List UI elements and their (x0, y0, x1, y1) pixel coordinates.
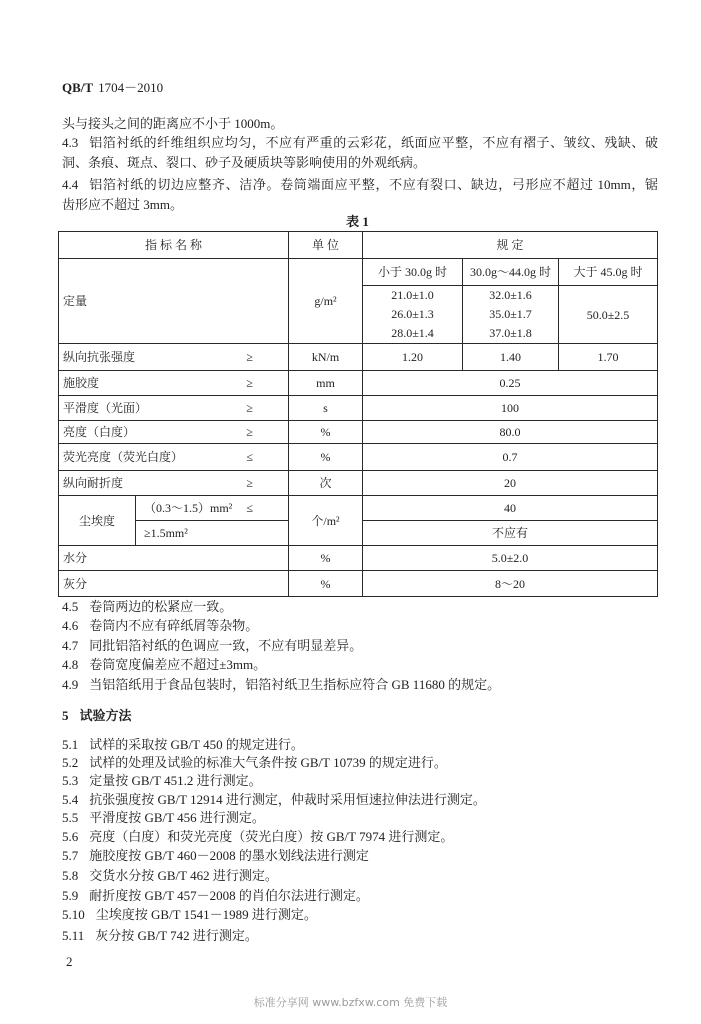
grade-header-high: 大于 45.0g 时 (559, 259, 658, 286)
basis-weight-value-high: 50.0±2.5 (559, 286, 658, 344)
clause-text: 洞、条痕、斑点、裂口、砂子及硬质块等影响使用的外观纸病。 (62, 155, 427, 170)
clause-number: 5.6 (62, 829, 79, 844)
basis-weight-name: 定量 (59, 259, 289, 344)
clause-4-6 (62, 618, 658, 634)
indicator-name: 平滑度（光面） (63, 401, 148, 415)
clause-5-4 (62, 792, 658, 808)
table-value: 80.0 (363, 421, 658, 444)
header-indicator-name: 指 标 名 称 (59, 232, 289, 259)
table-row (59, 471, 658, 496)
table-value: 不应有 (363, 521, 658, 546)
section-number: 5 (62, 708, 69, 723)
clause-number: 5.5 (62, 810, 79, 825)
grade-header-low: 小于 30.0g 时 (363, 259, 463, 286)
clause-number: 5.7 (62, 848, 79, 863)
table-value: 26.0±1.3 (391, 307, 434, 321)
clause-number: 4.8 (62, 657, 79, 672)
indicator-name: 纵向抗张强度 (63, 350, 136, 364)
clause-number: 5.10 (62, 907, 85, 922)
footer-watermark: 标准分享网 www.bzfxw.com 免费下载 (253, 996, 448, 1009)
clause-5-6 (62, 829, 658, 845)
clause-4-3-line-1 (62, 135, 658, 151)
sizing-degree-unit: mm (289, 371, 363, 396)
dirt-range-small-cell (136, 496, 289, 521)
clause-text: 试样的处理及试验的标准大气条件按 GB/T 10739 的规定进行。 (89, 755, 447, 770)
dirt-range-label: （0.3～1.5）mm² (144, 501, 233, 515)
clause-number: 5.4 (62, 792, 79, 807)
intro-text: 头与接头之间的距离应不小于 1000m。 (62, 116, 284, 131)
clause-number: 5.3 (62, 773, 79, 788)
table-row (59, 496, 658, 521)
table-value: 21.0±1.0 (391, 288, 434, 302)
intro-line (62, 116, 658, 132)
folding-endurance-unit: 次 (289, 471, 363, 496)
comparison-symbol: ≤ (246, 501, 254, 515)
table-row (59, 344, 658, 371)
clause-number: 4.5 (62, 599, 79, 614)
clause-number: 5.8 (62, 868, 79, 883)
dirt-count-name: 尘埃度 (59, 496, 136, 546)
table-value: 0.7 (363, 444, 658, 471)
dirt-count-unit: 个/m² (289, 496, 363, 546)
clause-text: 抗张强度按 GB/T 12914 进行测定，仲裁时采用恒速拉伸法进行测定。 (89, 792, 486, 807)
clause-text: 卷筒宽度偏差应不超过±3mm。 (89, 657, 267, 672)
clause-5-1 (62, 737, 658, 753)
header-unit: 单 位 (289, 232, 363, 259)
clause-5-5 (62, 810, 658, 826)
grade-header-mid: 30.0g～44.0g 时 (463, 259, 559, 286)
spec-table (58, 231, 658, 597)
indicator-name: 施胶度 (63, 376, 100, 390)
clause-5-2 (62, 755, 658, 771)
clause-number: 5.11 (62, 928, 85, 943)
comparison-symbol: ≥ (246, 425, 254, 439)
clause-4-4-line-2 (62, 197, 658, 213)
clause-text: 亮度（白度）和荧光亮度（荧光白度）按 GB/T 7974 进行测定。 (89, 829, 454, 844)
dirt-range-label: ≥1.5mm² (144, 526, 188, 540)
indicator-name: 荧光亮度（荧光白度） (63, 450, 184, 464)
clause-text: 试样的采取按 GB/T 450 的规定进行。 (89, 737, 304, 752)
table-row (59, 396, 658, 421)
clause-5-10 (62, 907, 658, 923)
table-value: 100 (363, 396, 658, 421)
basis-weight-values-low (363, 286, 463, 344)
standard-prefix: QB/T (62, 80, 94, 95)
clause-text: 耐折度按 GB/T 457－2008 的肖伯尔法进行测定。 (89, 888, 369, 903)
clause-number: 5.1 (62, 737, 79, 752)
clause-4-3-line-2 (62, 155, 658, 171)
table-row (59, 444, 658, 471)
table-row (59, 571, 658, 597)
table-row (59, 546, 658, 571)
clause-text: 齿形应不超过 3mm。 (62, 197, 183, 212)
clause-4-5 (62, 599, 658, 615)
dirt-range-large-cell (136, 521, 289, 546)
clause-text: 尘埃度按 GB/T 1541－1989 进行测定。 (95, 907, 317, 922)
clause-number: 5.9 (62, 888, 79, 903)
tensile-strength-name-cell (59, 344, 289, 371)
smoothness-name-cell (59, 396, 289, 421)
clause-number: 5.2 (62, 755, 79, 770)
moisture-unit: % (289, 546, 363, 571)
clause-number: 4.9 (62, 677, 79, 692)
fluorescent-brightness-unit: % (289, 444, 363, 471)
clause-4-9 (62, 677, 658, 693)
standard-number: 1704－2010 (98, 80, 164, 95)
folding-endurance-name-cell (59, 471, 289, 496)
section-title: 试验方法 (79, 708, 132, 723)
comparison-symbol: ≥ (246, 376, 254, 390)
table-value: 1.70 (559, 344, 658, 371)
comparison-symbol: ≥ (246, 476, 254, 490)
basis-weight-unit: g/m² (289, 259, 363, 344)
clause-text: 交货水分按 GB/T 462 进行测定。 (89, 868, 278, 883)
clause-5-9 (62, 888, 658, 904)
table-value: 37.0±1.8 (489, 326, 532, 340)
brightness-unit: % (289, 421, 363, 444)
table-caption: 表 1 (346, 214, 369, 229)
table-value: 1.40 (463, 344, 559, 371)
comparison-symbol: ≥ (246, 401, 254, 415)
clause-number: 4.4 (62, 177, 79, 192)
table-value: 20 (363, 471, 658, 496)
page-number: 2 (66, 954, 73, 969)
clause-text: 卷筒两边的松紧应一致。 (89, 599, 233, 614)
clause-text: 灰分按 GB/T 742 进行测定。 (95, 928, 258, 943)
table-value: 32.0±1.6 (489, 288, 532, 302)
clause-5-8 (62, 868, 658, 884)
tensile-strength-unit: kN/m (289, 344, 363, 371)
document-code (62, 80, 658, 96)
header-requirement: 规 定 (363, 232, 658, 259)
clause-text: 施胶度按 GB/T 460－2008 的墨水划线法进行测定 (89, 848, 369, 863)
clause-5-3 (62, 773, 658, 789)
clause-text: 卷筒内不应有碎纸屑等杂物。 (89, 618, 259, 633)
clause-text: 同批铝箔衬纸的色调应一致，不应有明显差异。 (89, 638, 363, 653)
clause-4-4-line-1 (62, 177, 658, 193)
table-header-row (59, 232, 658, 259)
comparison-symbol: ≤ (246, 450, 254, 464)
ash-unit: % (289, 571, 363, 597)
basis-weight-values-mid (463, 286, 559, 344)
section-5-heading (62, 708, 658, 724)
comparison-symbol: ≥ (246, 350, 254, 364)
clause-text: 定量按 GB/T 451.2 进行测定。 (89, 773, 262, 788)
table-value: 40 (363, 496, 658, 521)
clause-4-7 (62, 638, 658, 654)
table-value: 35.0±1.7 (489, 307, 532, 321)
table-value: 0.25 (363, 371, 658, 396)
table-value: 1.20 (363, 344, 463, 371)
clause-4-8 (62, 657, 658, 673)
ash-name: 灰分 (59, 571, 289, 597)
smoothness-unit: s (289, 396, 363, 421)
sizing-degree-name-cell (59, 371, 289, 396)
clause-number: 4.3 (62, 135, 79, 150)
clause-text: 铝箔衬纸的切边应整齐、洁净。卷筒端面应平整，不应有裂口、缺边，弓形应不超过 10mm，锯 (89, 177, 658, 192)
table-value: 28.0±1.4 (391, 326, 434, 340)
brightness-name-cell (59, 421, 289, 444)
table-row (59, 259, 658, 286)
indicator-name: 亮度（白度） (63, 425, 136, 439)
table-value: 5.0±2.0 (363, 546, 658, 571)
clause-5-11 (62, 928, 658, 944)
fluorescent-brightness-name-cell (59, 444, 289, 471)
table-value: 8～20 (363, 571, 658, 597)
clause-text: 铝箔衬纸的纤维组织应均匀，不应有严重的云彩花，纸面应平整，不应有褶子、皱纹、残缺、破 (89, 135, 658, 150)
clause-5-7 (62, 848, 658, 864)
clause-number: 4.7 (62, 638, 79, 653)
clause-text: 当铝箔纸用于食品包装时，铝箔衬纸卫生指标应符合 GB 11680 的规定。 (89, 677, 501, 692)
clause-number: 4.6 (62, 618, 79, 633)
moisture-name: 水分 (59, 546, 289, 571)
indicator-name: 纵向耐折度 (63, 476, 124, 490)
clause-text: 平滑度按 GB/T 456 进行测定。 (89, 810, 265, 825)
table-row (59, 421, 658, 444)
table-row (59, 371, 658, 396)
